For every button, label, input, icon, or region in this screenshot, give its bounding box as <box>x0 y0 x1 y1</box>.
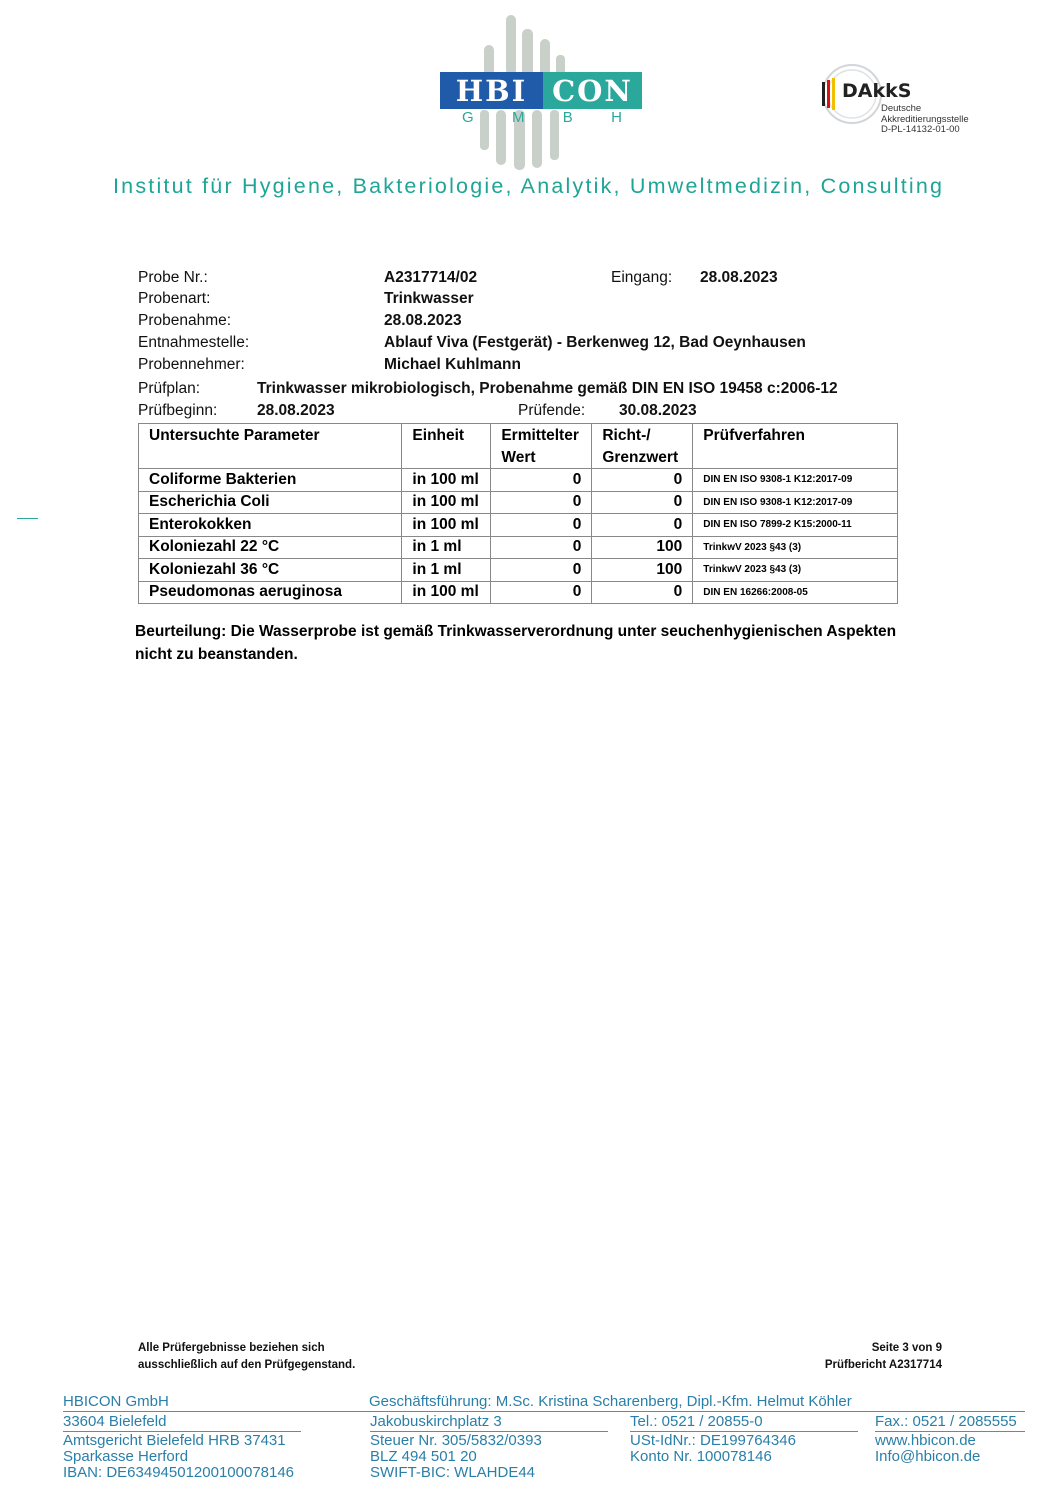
footer-col-4: Fax.: 0521 / 2085555 www.hbicon.de Info@hbicon.de <box>875 1414 1025 1465</box>
institute-tagline: Institut für Hygiene, Bakteriologie, Analytik, Umweltmedizin, Consulting <box>113 174 945 198</box>
footnote-right <box>760 1340 942 1374</box>
header-value: Ermittelter Wert <box>491 424 592 469</box>
table-row: Escherichia Coli in 100 ml 0 0 DIN EN ISO 9308-1 K12:2017-09 <box>139 491 898 514</box>
table-header-row <box>139 424 898 469</box>
results-table <box>138 423 898 604</box>
table-row: Pseudomonas aeruginosa in 100 ml 0 0 DIN EN 16266:2008-05 <box>139 581 898 604</box>
table-row: Coliforme Bakterien in 100 ml 0 0 DIN EN ISO 9308-1 K12:2017-09 <box>139 469 898 492</box>
pruefbeginn-value: 28.08.2023 <box>257 402 335 419</box>
logo-gmbh: G M B H <box>462 109 622 126</box>
eingang-label: Eingang: <box>611 269 673 286</box>
footnote-left: Alle Prüfergebnisse beziehen sich ausschließlich auf den Prüfgegenstand. <box>138 1342 356 1371</box>
footer-col-2: Jakobuskirchplatz 3 Steuer Nr. 305/5832/0393 BLZ 494 501 20 SWIFT-BIC: WLAHDE44 <box>370 1414 608 1481</box>
header-param: Untersuchte Parameter <box>139 424 402 469</box>
logo-left-text: HBI <box>440 72 543 109</box>
probenart-label: Probenart: <box>138 290 211 307</box>
footer-col-3: Tel.: 0521 / 20855-0 USt-IdNr.: DE199764346 Konto Nr. 100078146 <box>630 1414 858 1465</box>
footer-company: HBICON GmbH <box>63 1393 169 1410</box>
probe-nr-label: Probe Nr.: <box>138 269 208 286</box>
header-limit: Richt-/ Grenzwert <box>592 424 693 469</box>
probe-nr-value: A2317714/02 <box>384 269 478 286</box>
eingang-value: 28.08.2023 <box>700 269 778 286</box>
website-link[interactable]: www.hbicon.de <box>875 1431 1025 1449</box>
dakks-title: DAkkS <box>842 80 912 102</box>
pruefende-label: Prüfende: <box>518 402 586 419</box>
probenart-value: Trinkwasser <box>384 290 474 307</box>
pruefplan-value: Trinkwasser mikrobiologisch, Probenahme gemäß DIN EN ISO 19458 c:2006-12 <box>257 380 838 397</box>
margin-mark <box>17 518 38 519</box>
header-method: Prüfverfahren <box>693 424 898 469</box>
company-logo <box>440 72 642 109</box>
probennehmer-value: Michael Kuhlmann <box>384 356 521 373</box>
entnahmestelle-label: Entnahmestelle: <box>138 334 250 351</box>
pruefplan-label: Prüfplan: <box>138 380 201 397</box>
table-row: Koloniezahl 36 °C in 1 ml 0 100 TrinkwV 2023 §43 (3) <box>139 559 898 582</box>
probennehmer-label: Probennehmer: <box>138 356 245 373</box>
email-link[interactable]: Info@hbicon.de <box>875 1448 981 1465</box>
footer-management: Geschäftsführung: M.Sc. Kristina Scharenberg, Dipl.-Kfm. Helmut Köhler <box>369 1393 852 1410</box>
logo-right-text: CON <box>543 72 642 109</box>
footer-divider <box>63 1411 1025 1412</box>
probenahme-value: 28.08.2023 <box>384 312 462 329</box>
pruefende-value: 30.08.2023 <box>619 402 697 419</box>
page-number: Seite 3 von 9 <box>871 1342 942 1354</box>
report-number: Prüfbericht A2317714 <box>824 1359 942 1371</box>
footer-col-1: 33604 Bielefeld Amtsgericht Bielefeld HRB 37431 Sparkasse Herford IBAN: DE63494501200100078146 <box>63 1414 301 1481</box>
probenahme-label: Probenahme: <box>138 312 232 329</box>
table-row: Koloniezahl 22 °C in 1 ml 0 100 TrinkwV 2023 §43 (3) <box>139 536 898 559</box>
table-row: Enterokokken in 100 ml 0 0 DIN EN ISO 7899-2 K15:2000-11 <box>139 514 898 537</box>
pruefbeginn-label: Prüfbeginn: <box>138 402 218 419</box>
entnahmestelle-value: Ablauf Viva (Festgerät) - Berkenweg 12, Bad Oeynhausen <box>384 334 806 351</box>
dakks-subtitle: Deutsche Akkreditierungsstelle D-PL-14132-01-00 <box>881 103 969 135</box>
header-unit: Einheit <box>402 424 491 469</box>
assessment-text: Beurteilung: Die Wasserprobe ist gemäß Trinkwasserverordnung unter seuchenhygienischen Aspekten nicht zu beanstanden. <box>135 623 897 663</box>
